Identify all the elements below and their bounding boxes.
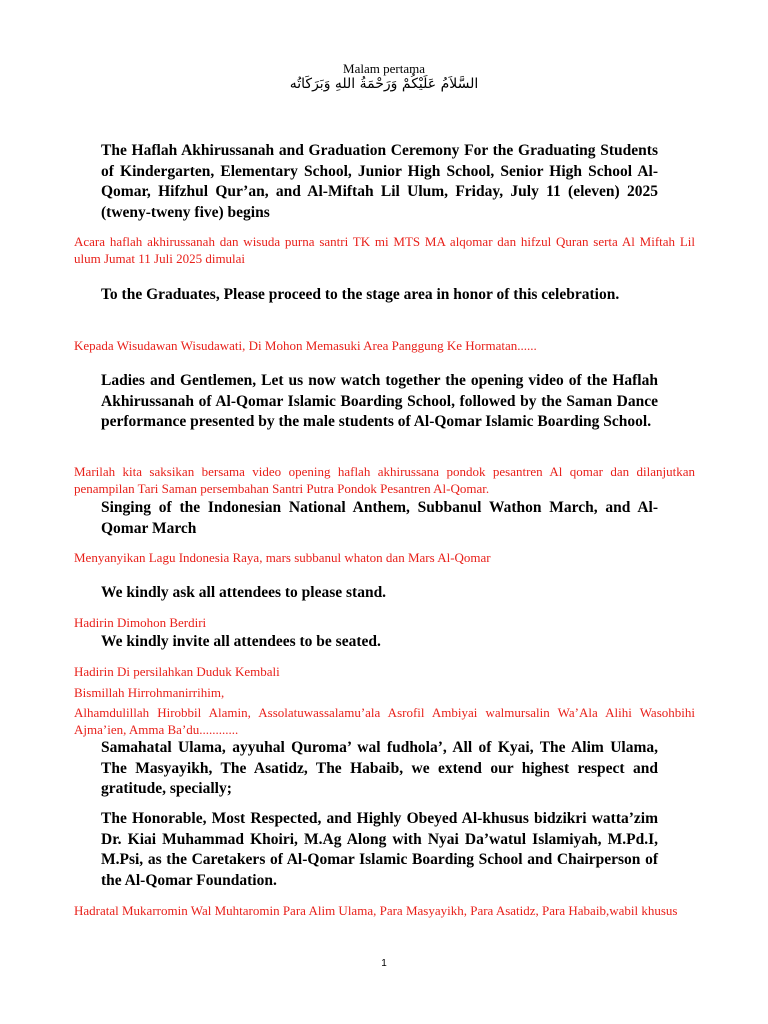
indonesian-hamdalah: Alhamdulillah Hirobbil Alamin, Assolatuwassalamu’ala Asrofil Ambiyai walmursalin Wa’Ala Alihi Wasohbihi Ajma’ien, Amma Ba’du............ [74,705,695,737]
indonesian-paragraph-anthem: Menyanyikan Lagu Indonesia Raya, mars subbanul whaton dan Mars Al-Qomar [74,550,491,565]
english-paragraph-honorable: The Honorable, Most Respected, and Highly Obeyed Al-khusus bidzikri watta’zim Dr. Kiai Muhammad Khoiri, M.Ag Along with Nyai Da’watul Islamiyah, M.Pd.I, M.Psi, as the Caretakers of Al-Qomar Islamic Boarding School and Chairperson of the Al-Qomar Foundation. [101,810,658,889]
english-paragraph-opening-video: Ladies and Gentlemen, Let us now watch together the opening video of the Haflah Akhirussanah of Al-Qomar Islamic Boarding School, followed by the Saman Dance performance presented by the male students of Al-Qomar Islamic Boarding School. [101,372,658,430]
arabic-greeting: السَّلاَمُ عَلَيْكُمْ وَرَحْمَةُ اللهِ وَبَرَكَاتُه [289,76,479,92]
indonesian-basmalah: Bismillah Hirrohmanirrihim, [74,685,225,700]
indonesian-paragraph-opening: Acara haflah akhirussanah dan wisuda purna santri TK mi MTS MA alqomar dan hifzul Quran serta Al Miftah Lil ulum Jumat 11 Juli 2025 dimulai [74,234,695,266]
english-paragraph-anthem: Singing of the Indonesian National Anthem, Subbanul Wathon March, and Al-Qomar March [101,499,658,537]
indonesian-paragraph-stand: Hadirin Dimohon Berdiri [74,615,207,630]
english-paragraph-opening: The Haflah Akhirussanah and Graduation Ceremony For the Graduating Students of Kindergarten, Elementary School, Junior High School, Senior High School Al-Qomar, Hifzhul Qur’an, and Al-Miftah Lil Ulum, Friday, July 11 (eleven) 2025 (tweny-tweny five) begins [101,142,658,221]
english-paragraph-stand: We kindly ask all attendees to please stand. [101,584,387,601]
indonesian-paragraph-graduates: Kepada Wisudawan Wisudawati, Di Mohon Memasuki Area Panggung Ke Hormatan...... [74,338,537,353]
english-paragraph-ulama: Samahatal Ulama, ayyuhal Quroma’ wal fudhola’, All of Kyai, The Alim Ulama, The Masyayikh, The Asatidz, The Habaib, we extend our highest respect and gratitude, specially; [101,739,658,797]
indonesian-paragraph-seated: Hadirin Di persilahkan Duduk Kembali [74,664,280,679]
english-paragraph-seated: We kindly invite all attendees to be seated. [101,633,381,650]
document-title: Malam pertama [343,61,425,76]
english-paragraph-graduates: To the Graduates, Please proceed to the stage area in honor of this celebration. [101,286,620,303]
indonesian-paragraph-honorable: Hadratal Mukarromin Wal Muhtaromin Para Alim Ulama, Para Masyayikh, Para Asatidz, Para Habaib,wabil khusus [74,903,678,918]
indonesian-paragraph-opening-video: Marilah kita saksikan bersama video opening haflah akhirussana pondok pesantren Al qomar dan dilanjutkan penampilan Tari Saman persembahan Santri Putra Pondok Pesantren Al-Qomar. [74,464,695,496]
page-number: 1 [381,958,387,969]
